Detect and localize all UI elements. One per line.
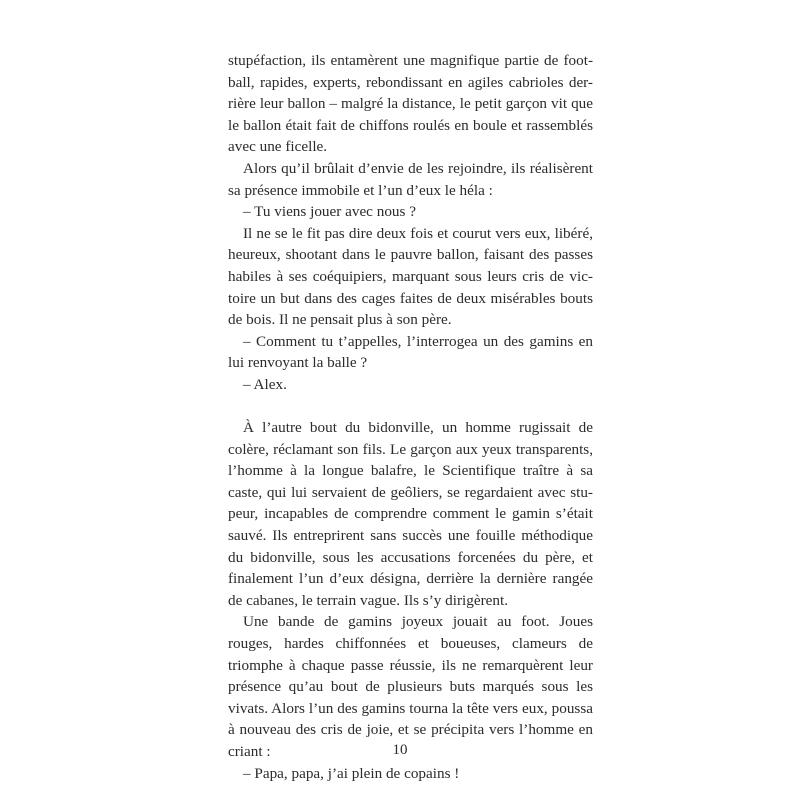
text-line: sa présence immobile et l’un d’eux le héla : — [228, 181, 493, 199]
text-line: de cabanes, le terrain vague. Ils s’y dirigèrent. — [228, 591, 509, 609]
text-line: à nouveau des cris de joie, et se précipita vers l’homme en — [228, 721, 593, 739]
dialogue-line: – Papa, papa, j’ai plein de copains ! — [243, 764, 460, 782]
text-line: colère, réclamant son fils. Le garçon aux yeux transparents, — [228, 440, 593, 458]
text-line: du bidonville, sous les accusations forcenées du père, et — [228, 548, 593, 566]
text-line: ball, rapides, experts, rebondissant en agiles cabrioles der- — [228, 73, 593, 91]
text-line: rouges, hardes chiffonnées et boueuses, clameurs de — [228, 635, 593, 653]
section-break — [228, 396, 593, 418]
text-line: stupéfaction, ils entamèrent une magnifique partie de foot- — [228, 52, 593, 69]
text-line: rière leur ballon – malgré la distance, le petit garçon vit que — [228, 95, 593, 113]
text-line: habiles à ses coéquipiers, marquant sous leurs cris de vic- — [228, 267, 593, 285]
text-line: finalement l’un d’eux désigna, derrière la dernière rangée — [228, 570, 593, 588]
page-number: 10 — [392, 742, 408, 758]
text-line: avec une ficelle. — [228, 138, 328, 156]
body-text — [228, 50, 593, 784]
text-line: présence qu’au bout de plusieurs buts marqués sous les — [228, 678, 593, 696]
text-line: À l’autre bout du bidonville, un homme rugissait de — [243, 419, 593, 437]
dialogue-line: – Alex. — [243, 375, 287, 393]
text-line: l’homme à la longue balafre, le Scientifique traître à sa — [228, 462, 593, 480]
text-line: de bois. Il ne pensait plus à son père. — [228, 311, 452, 329]
text-line: le ballon était fait de chiffons roulés en boule et rassemblés — [228, 116, 593, 134]
text-line: Il ne se le fit pas dire deux fois et courut vers eux, libéré, — [243, 224, 593, 242]
text-line: sauvé. Ils entreprirent sans succès une fouille méthodique — [228, 527, 593, 545]
text-line: Alors qu’il brûlait d’envie de les rejoindre, ils réalisèrent — [243, 159, 593, 177]
text-line: Une bande de gamins joyeux jouait au foot. Joues — [243, 613, 593, 631]
text-line: triomphe à chaque passe réussie, ils ne remarquèrent leur — [228, 656, 593, 674]
dialogue-line: – Comment tu t’appelles, l’interrogea un des gamins en — [243, 332, 593, 350]
text-line: vivats. Alors l’un des gamins tourna la tête vers eux, poussa — [228, 699, 593, 717]
text-line: heureux, shootant dans le pauvre ballon, faisant des passes — [228, 246, 593, 264]
text-line: criant : — [228, 743, 271, 760]
text-line: peur, incapables de comprendre comment le gamin s’était — [228, 505, 593, 523]
text-line: toire un but dans des cages faites de deux misérables bouts — [228, 289, 593, 307]
dialogue-line: lui renvoyant la balle ? — [228, 354, 368, 372]
dialogue-line: – Tu viens jouer avec nous ? — [243, 203, 416, 221]
text-line: caste, qui lui servaient de geôliers, se regardaient avec stu- — [228, 483, 593, 501]
